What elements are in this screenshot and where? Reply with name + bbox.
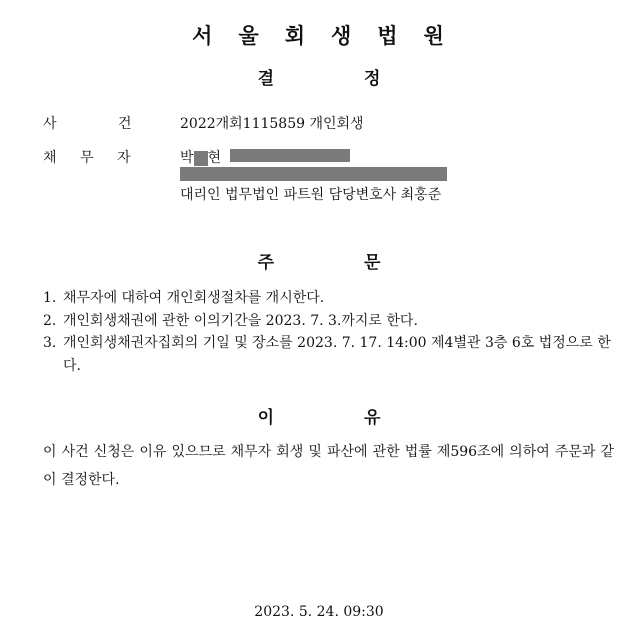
case-number: 2022개회1115859 개인회생: [180, 116, 364, 132]
decision-datetime: 2023. 5. 24. 09:30: [254, 604, 384, 620]
case-label: 사 건: [43, 116, 132, 132]
order-heading: 주 문: [257, 253, 381, 273]
document-title: 결 정: [257, 69, 381, 89]
order-item: 2. 개인회생채권에 관한 이의기간을 2023. 7. 3.까지로 한다.: [43, 312, 418, 329]
representative: 대리인 법무법인 파트원 담당변호사 최홍준: [180, 187, 442, 203]
order-list: [43, 287, 618, 377]
debtor-name: 박 현: [180, 150, 222, 166]
reason-text: 이 사건 신청은 이유 있으므로 채무자 회생 및 파산에 관한 법률 제596조에 의하여 주문과 같이 결정한다.: [43, 444, 614, 488]
order-item: 3. 개인회생채권자집회의 기일 및 장소를 2023. 7. 17. 14:00 제4별관 3층 6호 법정으로 한다.: [43, 335, 611, 374]
reason-heading: 이 유: [257, 408, 381, 428]
redaction-block: [194, 151, 208, 166]
order-item: 1. 채무자에 대하여 개인회생절차를 개시한다.: [43, 290, 325, 306]
debtor-label: 채 무 자: [43, 150, 131, 166]
redaction-block: [230, 149, 350, 162]
redaction-block: [180, 167, 447, 181]
court-name: 서 울 회 생 법 원: [192, 24, 446, 48]
